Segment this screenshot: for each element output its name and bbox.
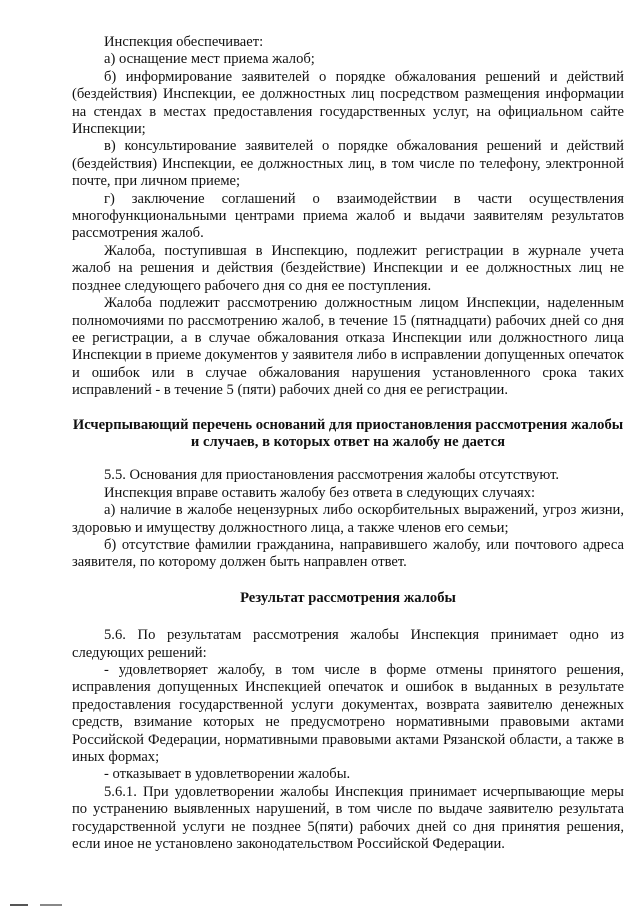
section-heading: Результат рассмотрения жалобы [240, 589, 456, 606]
paragraph: Жалоба, поступившая в Инспекцию, подлежит регистрации в журнале учета жалоб на решения и действия (бездействие) Инспекции и ее должностных лиц не позднее следующего рабочего дня со дня ее поступления. [72, 242, 624, 294]
list-item: а) оснащение мест приема жалоб; [104, 51, 315, 68]
paragraph: Жалоба подлежит рассмотрению должностным лицом Инспекции, наделенным полномочиями по рассмотрению жалоб, в течение 15 (пятнадцати) рабочих дней со дня ее регистрации, а в случае обжалования отказа Инспекции или должностного лица Инспекции в приеме документов у заявителя либо в исправлении допущенных опечаток и ошибок или в случае обжалования нарушения установленного срока таких исправлений - в течение 5 (пяти) рабочих дней со дня ее регистрации. [72, 295, 624, 399]
list-item: - удовлетворяет жалобу, в том числе в форме отмены принятого решения, исправления допущенных Инспекцией опечаток и ошибок в выданных в результате предоставления государственной услуги документах, возврата заявителю денежных средств, взимание которых не предусмотрено нормативными правовыми актами Российской Федерации, нормативными правовыми актами Рязанской области, а также в иных формах; [72, 662, 624, 766]
spacer [72, 572, 624, 590]
list-item: - отказывает в удовлетворении жалобы. [104, 766, 351, 783]
paragraph: 5.6. По результатам рассмотрения жалобы Инспекция принимает одно из следующих решений: [72, 627, 624, 661]
list-item: а) наличие в жалобе нецензурных либо оскорбительных выражений, угроз жизни, здоровью и имуществу должностного лица, а также членов его семьи; [72, 502, 624, 536]
list-item: б) информирование заявителей о порядке обжалования решений и действий (бездействия) Инспекции, ее должностных лиц посредством размещения информации на стендах в местах предоставления государственных услуг, на официальном сайте Инспекции; [72, 68, 624, 138]
scan-artifact [10, 896, 62, 900]
list-item: б) отсутствие фамилии гражданина, направившего жалобу, или почтового адреса заявителя, по которому должен быть направлен ответ. [72, 536, 624, 571]
section-heading: Исчерпывающий перечень оснований для приостановления рассмотрения жалобы и случаев, в которых ответ на жалобу не дается [72, 416, 624, 450]
paragraph: Инспекция обеспечивает: [104, 34, 264, 50]
paragraph: 5.5. Основания для приостановления рассмотрения жалобы отсутствуют. [104, 467, 560, 484]
paragraph: Инспекция вправе оставить жалобу без ответа в следующих случаях: [104, 484, 536, 501]
document-body [72, 34, 624, 853]
list-item: в) консультирование заявителей о порядке обжалования решений и действий (бездействия) Инспекции, ее должностных лиц, в том числе по телефону, электронной почте, при личном приеме; [72, 138, 624, 190]
list-item: г) заключение соглашений о взаимодействии в части осуществления многофункциональными центрами приема жалоб и выдачи заявителям результатов рассмотрения жалоб. [72, 190, 624, 242]
paragraph: 5.6.1. При удовлетворении жалобы Инспекция принимает исчерпывающие меры по устранению выявленных нарушений, в том числе по выдаче заявителю результата государственной услуги не позднее 5(пяти) рабочих дней со дня принятия решения, если иное не установлено законодательством Российской Федерации. [72, 783, 624, 853]
